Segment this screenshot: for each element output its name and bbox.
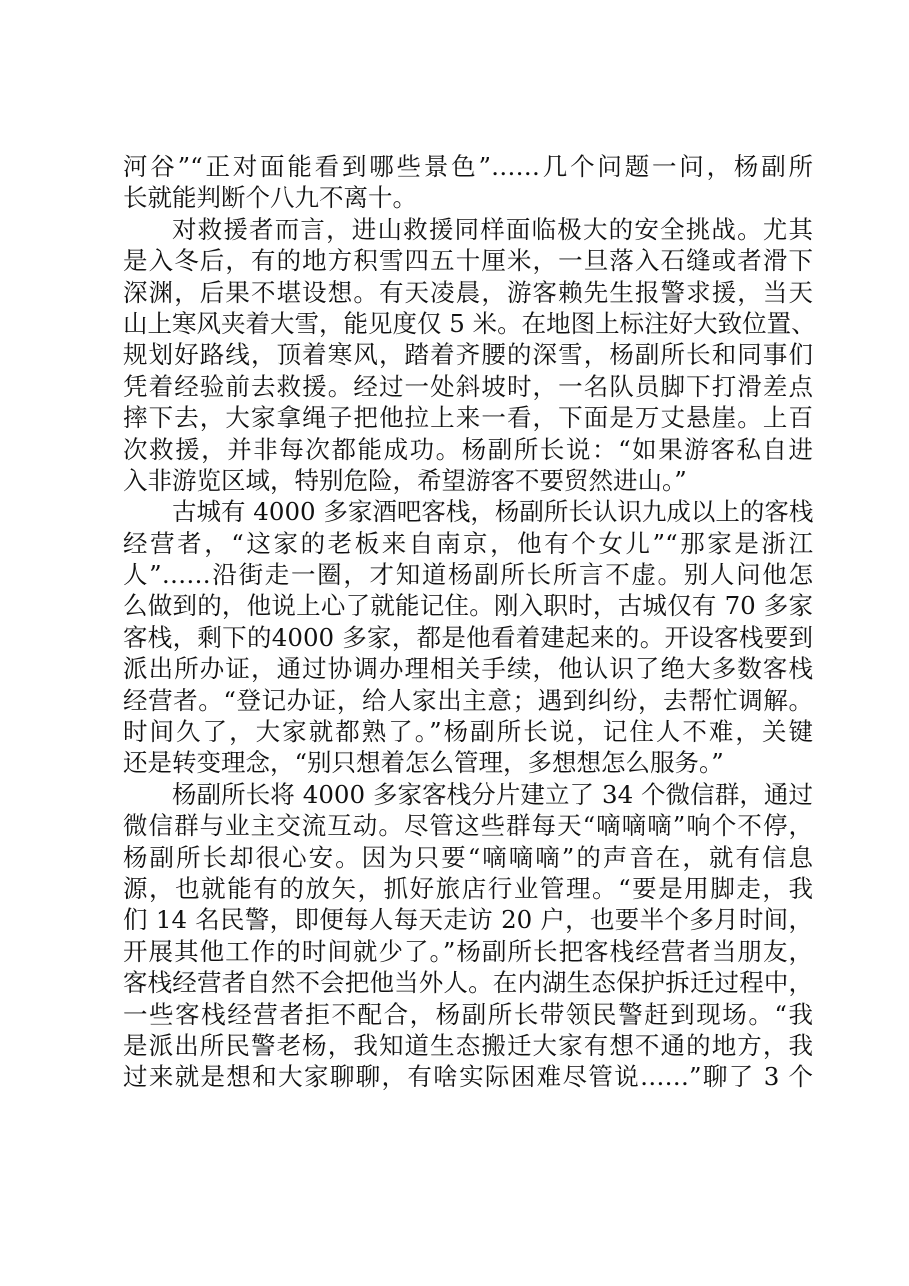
text-line: 源，也就能有的放矢，抓好旅店行业管理。“要是用脚走，我 xyxy=(123,873,813,903)
text-line: 么做到的，他说上心了就能记住。刚入职时，古城仅有 70 多家 xyxy=(123,591,813,621)
text-line: 摔下去，大家拿绳子把他拉上来一看，下面是万丈悬崖。上百 xyxy=(123,403,813,433)
text-line: 山上寒风夹着大雪，能见度仅 5 米。在地图上标注好大致位置、 xyxy=(123,308,816,338)
text-line: 一些客栈经营者拒不配合，杨副所长带领民警赶到现场。“我 xyxy=(123,999,813,1029)
text-line: 杨副所长却很心安。因为只要“嘀嘀嘀”的声音在，就有信息 xyxy=(123,842,813,872)
text-line: 时间久了，大家就都熟了。”杨副所长说，记住人不难，关键 xyxy=(123,717,813,747)
body-text xyxy=(123,151,816,1093)
text-line: 人”……沿街走一圈，才知道杨副所长所言不虚。别人问他怎 xyxy=(123,560,813,590)
text-line: 杨副所长将 4000 多家客栈分片建立了 34 个微信群，通过 xyxy=(172,779,813,809)
text-line: 对救援者而言，进山救援同样面临极大的安全挑战。尤其 xyxy=(172,214,813,244)
text-line: 次救援，并非每次都能成功。杨副所长说：“如果游客私自进 xyxy=(123,434,813,464)
text-line: 长就能判断个八九不离十。 xyxy=(123,183,417,213)
text-line: 是派出所民警老杨，我知道生态搬迁大家有想不通的地方，我 xyxy=(123,1030,813,1060)
text-line: 经营者，“这家的老板来自南京，他有个女儿”“那家是浙江 xyxy=(123,528,813,558)
text-line: 还是转变理念，“别只想着怎么管理，多想想怎么服务。” xyxy=(123,748,724,778)
text-line: 是入冬后，有的地方积雪四五十厘米，一旦落入石缝或者滑下 xyxy=(123,246,813,276)
text-line: 古城有 4000 多家酒吧客栈，杨副所长认识九成以上的客栈 xyxy=(172,497,814,527)
text-line: 河谷”“正对面能看到哪些景色”……几个问题一问，杨副所 xyxy=(123,152,813,181)
text-line: 客栈，剩下的4000 多家，都是他看着建起来的。开设客栈要到 xyxy=(123,622,813,652)
text-line: 深渊，后果不堪设想。有天凌晨，游客赖先生报警求援，当天 xyxy=(123,277,813,307)
text-line: 过来就是想和大家聊聊，有啥实际困难尽管说……”聊了 3 个 xyxy=(123,1062,813,1092)
text-line: 们 14 名民警，即便每人每天走访 20 户，也要半个多月时间， xyxy=(123,905,813,935)
text-line: 微信群与业主交流互动。尽管这些群每天“嘀嘀嘀”响个不停， xyxy=(123,811,813,841)
text-line: 派出所办证，通过协调办理相关手续，他认识了绝大多数客栈 xyxy=(123,654,813,684)
text-line: 凭着经验前去救援。经过一处斜坡时，一名队员脚下打滑差点 xyxy=(123,371,813,401)
text-line: 经营者。“登记办证，给人家出主意；遇到纠纷，去帮忙调解。 xyxy=(123,685,813,715)
text-line: 入非游览区域，特别危险，希望游客不要贸然进山。” xyxy=(123,465,687,495)
text-line: 规划好路线，顶着寒风，踏着齐腰的深雪，杨副所长和同事们 xyxy=(123,340,813,370)
text-line: 开展其他工作的时间就少了。”杨副所长把客栈经营者当朋友， xyxy=(123,936,813,966)
text-line: 客栈经营者自然不会把他当外人。在内湖生态保护拆迁过程中， xyxy=(123,968,813,998)
